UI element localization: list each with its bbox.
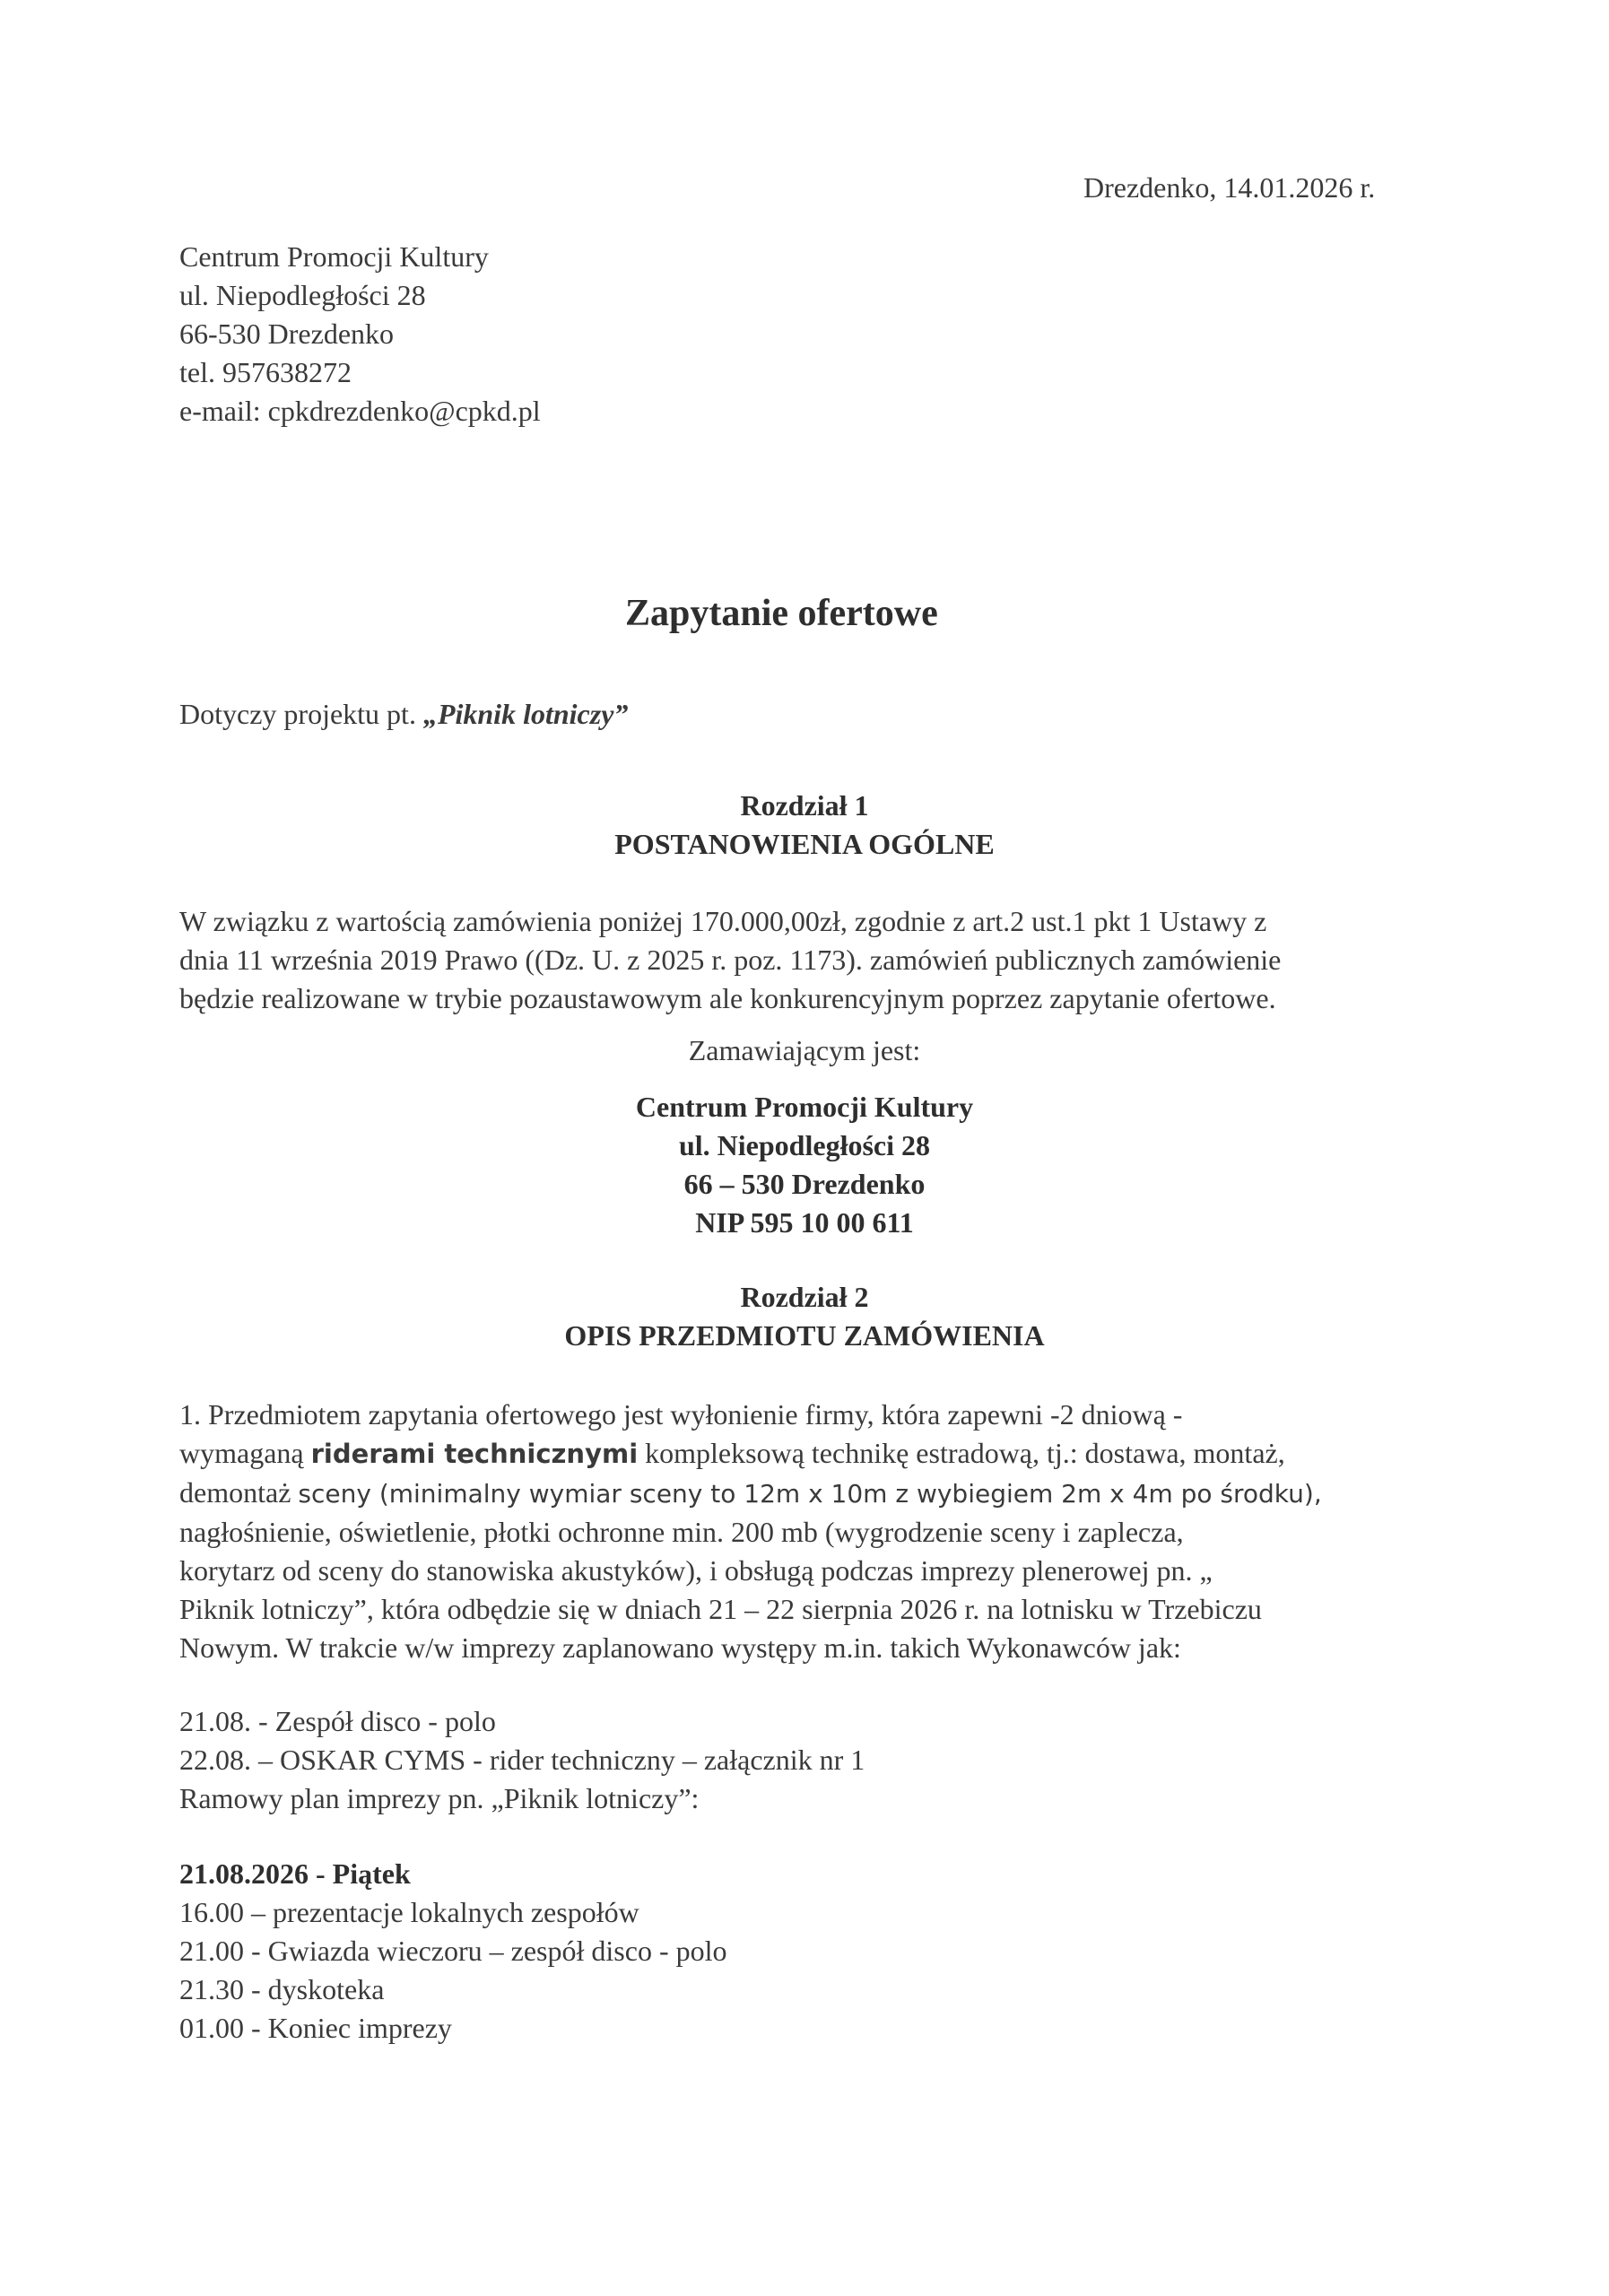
orderer-name: Centrum Promocji Kultury [635,1091,974,1123]
paragraph-line: korytarz od sceny do stanowiska akustyków), i obsługą podczas imprezy plenerowej pn. „ [179,1554,1213,1587]
performer-item: 21.08. - Zespół disco - polo [179,1705,496,1737]
bold-text-run: riderami technicznymi [310,1439,639,1469]
paragraph-line: Nowym. W trakcie w/w imprezy zaplanowano występy m.in. takich Wykonawców jak: [179,1631,1181,1664]
orderer-address [0,1088,1609,1242]
sender-address [179,238,541,430]
document-title: Zapytanie ofertowe [625,593,938,634]
plan-intro: Ramowy plan imprezy pn. „Piknik lotniczy”: [179,1782,700,1814]
chapter1-paragraph [179,902,1281,1018]
orderer-intro: Zamawiającym jest: [688,1034,921,1066]
project-line [179,695,628,734]
chapter2-paragraph [179,1396,1322,1667]
sender-street: ul. Niepodległości 28 [179,279,426,311]
orderer-nip: NIP 595 10 00 611 [695,1206,914,1239]
paragraph-line [179,1434,1322,1474]
schedule-day-heading: 21.08.2026 - Piątek [179,1857,411,1890]
sender-phone: tel. 957638272 [179,356,352,388]
schedule-item: 21.00 - Gwiazda wieczoru – zespół disco - polo [179,1935,727,1967]
date-line: Drezdenko, 14.01.2026 r. [1083,171,1376,204]
sender-name: Centrum Promocji Kultury [179,240,489,273]
sender-email: e-mail: cpkdrezdenko@cpkd.pl [179,395,541,427]
schedule-item: 21.30 - dyskoteka [179,1973,385,2005]
chapter2-subheading: OPIS PRZEDMIOTU ZAMÓWIENIA [564,1319,1045,1352]
chapter1-heading: Rozdział 1 [740,789,869,822]
performers-list [179,1702,865,1818]
text-run: wymaganą [179,1437,311,1469]
paragraph-line: W związku z wartością zamówienia poniżej 170.000,00zł, zgodnie z art.2 ust.1 pkt 1 Ustawy z [179,905,1267,937]
performer-item: 22.08. – OSKAR CYMS - rider techniczny – załącznik nr 1 [179,1744,865,1776]
chapter2-heading: Rozdział 2 [740,1281,869,1313]
schedule-item: 01.00 - Koniec imprezy [179,2012,452,2044]
paragraph-line: dnia 11 września 2019 Prawo ((Dz. U. z 2025 r. poz. 1173). zamówień publicznych zamówienie [179,944,1282,976]
project-prefix: Dotyczy projektu pt. [179,698,423,730]
sender-city: 66-530 Drezdenko [179,317,395,350]
sans-text-run: sceny (minimalny wymiar sceny to 12m x 10m z wybiegiem 2m x 4m po środku), [298,1479,1322,1509]
paragraph-line: 1. Przedmiotem zapytania ofertowego jest wyłonienie firmy, która zapewni -2 dniową - [179,1398,1183,1431]
text-run: kompleksową technikę estradową, tj.: dostawa, montaż, [638,1437,1285,1469]
paragraph-line: będzie realizowane w trybie pozaustawowym ale konkurencyjnym poprzez zapytanie ofertowe. [179,982,1276,1014]
chapter1-subheading: POSTANOWIENIA OGÓLNE [614,828,995,860]
project-name: „Piknik lotniczy” [422,698,629,730]
orderer-street: ul. Niepodległości 28 [678,1129,930,1161]
schedule-block [179,1855,726,2048]
orderer-city: 66 – 530 Drezdenko [683,1168,926,1200]
paragraph-line [179,1474,1322,1513]
schedule-item: 16.00 – prezentacje lokalnych zespołów [179,1896,639,1928]
text-run: demontaż [179,1476,299,1509]
paragraph-line: Piknik lotniczy”, która odbędzie się w dniach 21 – 22 sierpnia 2026 r. na lotnisku w Trzebiczu [179,1593,1262,1625]
paragraph-line: nagłośnienie, oświetlenie, płotki ochronne min. 200 mb (wygrodzenie sceny i zaplecza, [179,1516,1184,1548]
